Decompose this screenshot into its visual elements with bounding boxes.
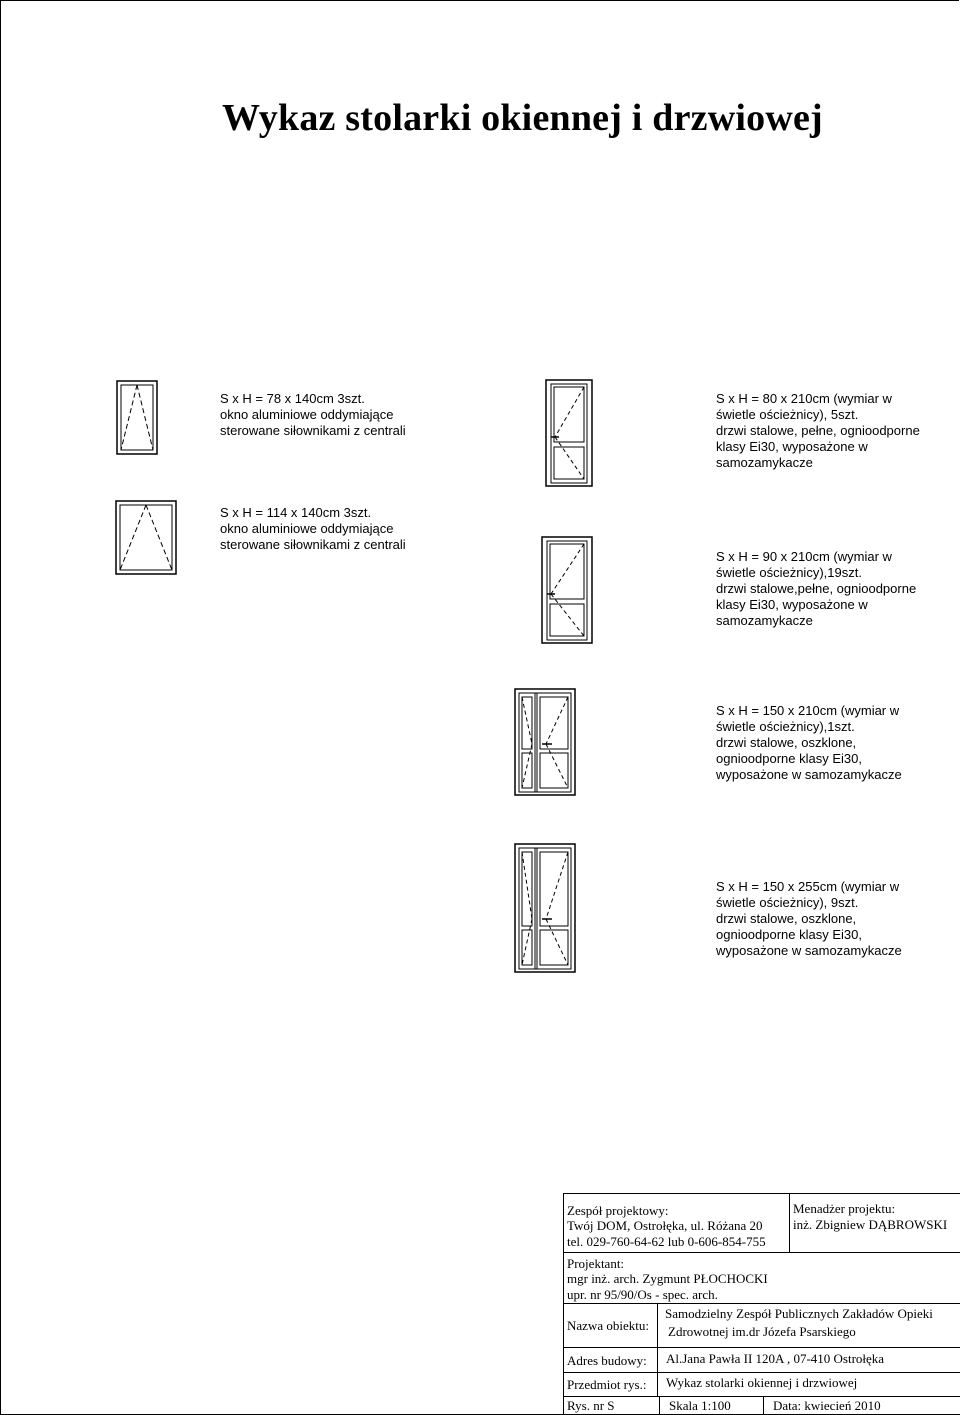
subject-value: Wykaz stolarki okiennej i drzwiowej <box>666 1375 858 1390</box>
title-block <box>563 1193 960 1415</box>
object-label: Nazwa obiektu: <box>567 1318 649 1333</box>
window-drawing-78x140 <box>116 380 158 455</box>
team-line-1: Twój DOM, Ostrołęka, ul. Różana 20 <box>567 1218 763 1233</box>
window-description: S x H = 114 x 140cm 3szt. okno aluminiowe oddymiające sterowane siłownikami z centrali <box>220 505 406 552</box>
manager-label: Menadżer projektu: <box>793 1201 896 1216</box>
address-label: Adres budowy: <box>567 1353 647 1368</box>
door-drawing-90x210 <box>541 536 593 644</box>
double-door-drawing-150x210 <box>514 688 576 796</box>
drawing-date: Data: kwiecień 2010 <box>773 1398 881 1413</box>
drawing-scale: Skala 1:100 <box>669 1398 731 1413</box>
manager-name: inż. Zbigniew DĄBROWSKI <box>793 1217 948 1232</box>
double-door-description: S x H = 150 x 255cm (wymiar w świetle ościeżnicy), 9szt. drzwi stalowe, oszklone, ognioodporne klasy Ei30, wyposażone w samozamykacze <box>716 879 902 958</box>
double-door-drawing-150x255 <box>514 843 576 973</box>
page-title: Wykaz stolarki okiennej i drzwiowej <box>222 97 823 139</box>
door-description: S x H = 80 x 210cm (wymiar w świetle ościeżnicy), 5szt. drzwi stalowe, pełne, ognioodporne klasy Ei30, wyposażone w samozamykacze <box>716 391 920 470</box>
door-description: S x H = 90 x 210cm (wymiar w świetle ościeżnicy),19szt. drzwi stalowe,pełne, ognioodporne klasy Ei30, wyposażone w samozamykacze <box>716 549 917 628</box>
designer-label: Projektant: <box>567 1256 625 1271</box>
subject-label: Przedmiot rys.: <box>567 1377 647 1392</box>
window-description: S x H = 78 x 140cm 3szt. okno aluminiowe oddymiające sterowane siłownikami z centrali <box>220 391 406 438</box>
address-value: Al.Jana Pawła II 120A , 07-410 Ostrołęka <box>666 1351 885 1366</box>
team-line-2: tel. 029-760-64-62 lub 0-606-854-755 <box>567 1234 766 1249</box>
door-drawing-80x210 <box>545 379 593 487</box>
object-line-1: Samodzielny Zespół Publicznych Zakładów Opieki <box>665 1306 933 1321</box>
double-door-description: S x H = 150 x 210cm (wymiar w świetle ościeżnicy),1szt. drzwi stalowe, oszklone, ognioodporne klasy Ei30, wyposażone w samozamykacze <box>716 703 902 782</box>
window-drawing-114x140 <box>115 500 177 575</box>
team-label: Zespół projektowy: <box>567 1203 669 1218</box>
designer-name: mgr inż. arch. Zygmunt PŁOCHOCKI <box>567 1271 768 1286</box>
designer-license: upr. nr 95/90/Os - spec. arch. <box>567 1287 718 1302</box>
object-line-2: Zdrowotnej im.dr Józefa Psarskiego <box>668 1324 856 1339</box>
drawing-number: Rys. nr S <box>567 1398 615 1413</box>
